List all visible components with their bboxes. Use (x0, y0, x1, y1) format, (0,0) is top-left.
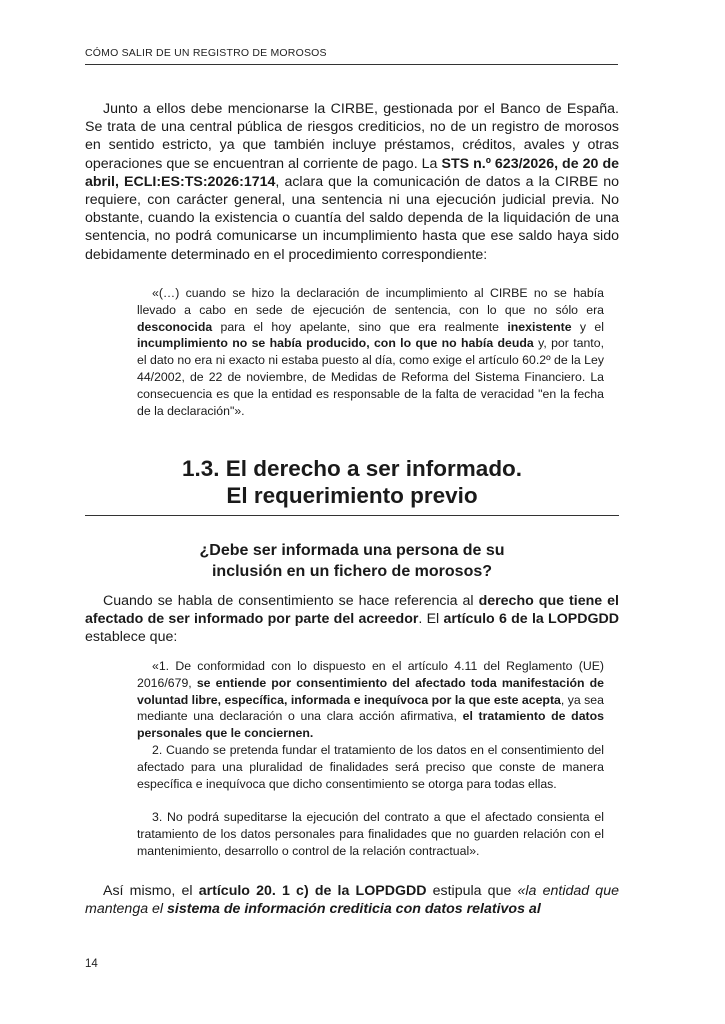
subsection-heading: ¿Debe ser informada una persona de su inclusión en un fichero de morosos? (199, 542, 505, 580)
section-heading: 1.3. El derecho a ser informado. El requerimiento previo (181, 456, 523, 508)
ruling-citation: STS n.º 623/2026, de 20 de abril, ECLI:ES:TS:2026:1714 (85, 155, 619, 190)
quote-ruling: «(…) cuando se hizo la declaración de incumplimiento al CIRBE no se había llevado a cabo en sede de ejecución de sentencia, con lo que no sólo era desconocida para el hoy apelante, sino que era realmente inexistente y el incumplimiento no se había producido, con lo que no había deuda y, por tanto, el dato no era ni exacto ni estaba puesto al día, como exige el artículo 60.2º de la Ley 44/2002, de 22 de noviembre, de Medidas de Reforma del Sistema Financiero. La consecuencia es que la entidad es responsable de la falta de veracidad "en la fecha de la declaración"». (137, 286, 604, 418)
running-header: CÓMO SALIR DE UN REGISTRO DE MOROSOS (85, 47, 618, 65)
paragraph-consent: Cuando se habla de consentimiento se hace referencia al derecho que tiene el afectado de ser informado por parte del acreedor. El artículo 6 de la LOPDGDD establece que: (85, 593, 619, 646)
paragraph-cirbe: Junto a ellos debe mencionarse la CIRBE, gestionada por el Banco de España. Se trata de una central pública de riesgos crediticios, no de un registro de morosos en sentido estricto, ya que también incluye préstamos, créditos, avales y otras operaciones que se encuentran al corriente de pago. La STS n.º 623/2026, de 20 de abril, ECLI:ES:TS:2026:1714, aclara que la comunicación de datos a la CIRBE no requiere, con carácter general, una sentencia ni una ejecución judicial previa. No obstante, cuando la existencia o cuantía del saldo dependa de la liquidación de una sentencia, no podrá comunicarse un incumplimiento hasta que ese saldo haya sido debidamente determinado en el procedimiento correspondiente: (85, 101, 619, 263)
quote-article-6-point-1: «1. De conformidad con lo dispuesto en el artículo 4.11 del Reglamento (UE) 2016/679, se entiende por consentimiento del afectado toda manifestación de voluntad libre, específica, informada e inequívoca por la que este acepta, ya sea mediante una declaración o una clara acción afirmativa, el tratamiento de datos personales que le conciernen. (137, 659, 604, 741)
paragraph-article-20: Así mismo, el artículo 20. 1 c) de la LOPDGDD estipula que «la entidad que mantenga el sistema de información crediticia con datos relativos al (85, 883, 619, 918)
quote-article-6-point-2: 2. Cuando se pretenda fundar el tratamiento de los datos en el consentimiento del afectado para una pluralidad de finalidades será preciso que conste de manera específica e inequívoca que dicho consentimiento se otorga para todas ellas. (137, 743, 604, 791)
quote-article-6-point-3: 3. No podrá supeditarse la ejecución del contrato a que el afectado consienta el tratamiento de los datos personales para finalidades que no guarden relación con el mantenimiento, desarrollo o control de la relación contractual». (137, 810, 604, 858)
section-divider (85, 515, 619, 516)
page-number: 14 (85, 958, 98, 970)
